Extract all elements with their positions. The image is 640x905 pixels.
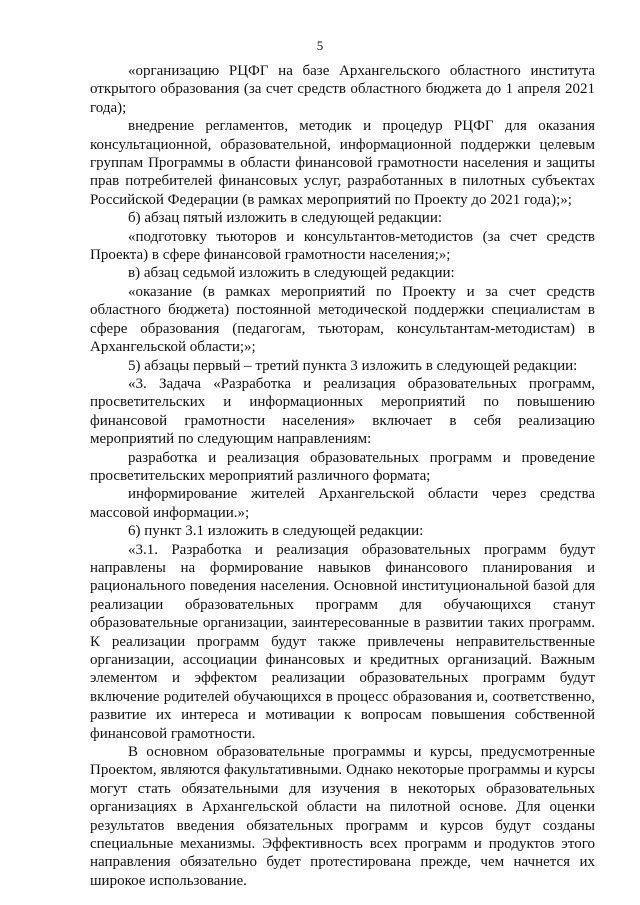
- paragraph-9: разработка и реализация образовательных программ и проведение просветительских мероприятий различного формата;: [90, 449, 595, 484]
- paragraph-8: «3. Задача «Разработка и реализация образовательных программ, просветительских и информационных мероприятий по повышению финансовой грамотности населения» включает в себя реализацию мероприятий по следующим направлениям:: [90, 375, 595, 448]
- paragraph-13: В основном образовательные программы и курсы, предусмотренные Проектом, являются факультативными. Однако некоторые программы и курсы могут стать обязательными для изучения в некоторых образовательных организациях в Архангельской области на пилотной основе. Для оценки результатов введения обязательных программ и курсов будут созданы специальные механизмы. Эффективность всех программ и продуктов этого направления обязательно будет протестирована прежде, чем начнется их широкое использование.: [90, 744, 595, 889]
- paragraph-4: «подготовку тьюторов и консультантов-методистов (за счет средств Проекта) в сфере финансовой грамотности населения;»;: [90, 228, 595, 264]
- paragraph-7: 5) абзацы первый – третий пункта 3 изложить в следующей редакции:: [128, 357, 578, 374]
- paragraph-1: «организацию РЦФГ на базе Архангельского областного института открытого образования (за счет средств областного бюджета до 1 апреля 2021 года);: [90, 63, 595, 116]
- page-number: 5: [316, 38, 324, 53]
- paragraph-3: б) абзац пятый изложить в следующей редакции:: [128, 210, 443, 227]
- paragraph-5: в) абзац седьмой изложить в следующей редакции:: [128, 265, 455, 282]
- paragraph-6: «оказание (в рамках мероприятий по Проекту и за счет средств областного бюджета) постоянной методической поддержки специалистам в сфере образования (педагогам, тьюторам, консультантам-методистам) в Архангельской области;»;: [90, 283, 595, 356]
- document-body: [90, 62, 595, 890]
- paragraph-10: информирование жителей Архангельской области через средства массовой информации.»;: [90, 486, 595, 521]
- paragraph-12: «3.1. Разработка и реализация образовательных программ будут направлены на формирование навыков финансового планирования и рационального поведения населения. Основной институциональной базой для реализации образовательных программ для обучающихся станут образовательные организации, заинтересованные в развитии таких программ. К реализации программ будут также привлечены неправительственные организации, ассоциации финансовых и кредитных организаций. Важным элементом и эффектом реализации образовательных программ будут включение родителей обучающихся в процесс образования и, соответственно, развитие их интереса и мотивации к вопросам повышения собственной финансовой грамотности.: [90, 541, 595, 742]
- paragraph-2: внедрение регламентов, методик и процедур РЦФГ для оказания консультационной, образовательной, информационной поддержки целевым группам Программы в области финансовой грамотности населения и защиты прав потребителей финансовых услуг, разработанных в пилотных субъектах Российской Федерации (в рамках мероприятий по Проекту до 2021 года);»;: [90, 118, 595, 208]
- paragraph-11: 6) пункт 3.1 изложить в следующей редакции:: [128, 523, 424, 540]
